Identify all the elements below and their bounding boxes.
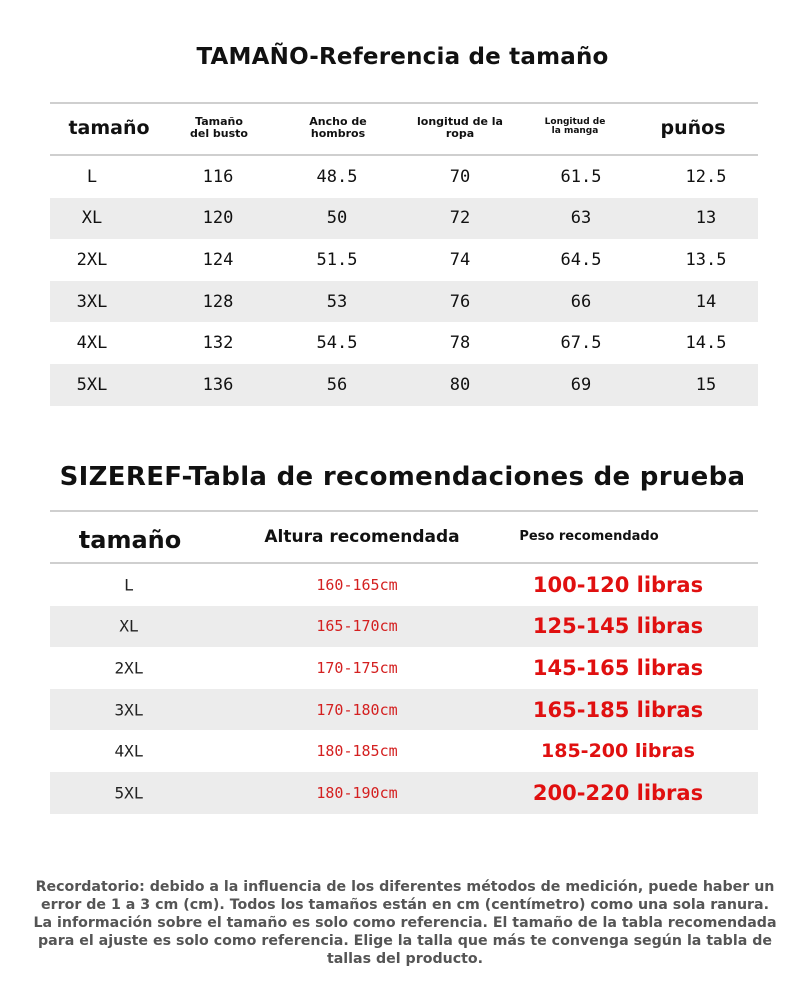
header-length: longitud de la ropa: [417, 115, 503, 140]
table-cell: 67.5: [560, 333, 602, 354]
recommend-table-body: [50, 564, 758, 814]
table-cell: 4XL: [76, 333, 108, 354]
table-header-row: [50, 104, 758, 154]
table-cell: 2XL: [76, 249, 108, 270]
table-header-row: [50, 512, 758, 562]
table-cell: 14.5: [685, 333, 727, 354]
header-size: tamaño: [68, 117, 150, 139]
table-cell: 54.5: [316, 333, 358, 354]
size-cell: 3XL: [114, 700, 144, 720]
size-cell: 2XL: [114, 658, 144, 678]
weight-cell: 185-200 libras: [541, 740, 695, 763]
weight-cell: 145-165 libras: [532, 655, 704, 680]
weight-cell: 125-145 libras: [532, 614, 704, 639]
table-cell: 12.5: [685, 166, 727, 187]
size-cell: XL: [119, 616, 139, 636]
table-row: [50, 364, 758, 406]
table-cell: 76: [449, 291, 471, 312]
size-cell: 5XL: [114, 783, 144, 803]
table-cell: 3XL: [76, 291, 108, 312]
table-cell: 13: [695, 208, 717, 229]
header-size: tamaño: [78, 526, 182, 554]
table-cell: 5XL: [76, 374, 108, 395]
header-shoulder: Ancho de hombros: [309, 115, 367, 140]
table-cell: 66: [570, 291, 592, 312]
table-cell: 69: [570, 374, 592, 395]
header-sleeve: Longitud de la manga: [544, 117, 606, 137]
table-cell: 53: [326, 291, 348, 312]
height-cell: 165-170cm: [316, 617, 398, 636]
height-cell: 180-190cm: [316, 783, 398, 802]
size-table-title: TAMAÑO-Referencia de tamaño: [196, 44, 609, 70]
table-row: [50, 322, 758, 364]
table-row: [50, 689, 758, 731]
table-cell: 14: [695, 291, 717, 312]
height-cell: 160-165cm: [316, 575, 398, 594]
table-cell: 124: [202, 249, 234, 270]
table-row: [50, 730, 758, 772]
table-cell: L: [86, 166, 98, 187]
recommend-table-title: SIZEREF-Tabla de recomendaciones de prueba: [59, 462, 746, 492]
header-weight: Peso recomendado: [519, 529, 659, 544]
table-row: [50, 606, 758, 648]
size-cell: 4XL: [114, 741, 144, 761]
table-cell: 132: [202, 333, 234, 354]
table-cell: 61.5: [560, 166, 602, 187]
table-cell: 64.5: [560, 249, 602, 270]
reminder-note: Recordatorio: debido a la influencia de los diferentes métodos de medición, puede haber un error de 1 a 3 cm (cm). Todos los tamaños están en cm (centímetro) como una sola ranura. La información sobre el tamaño es solo como referencia. El tamaño de la tabla recomendada para el ajuste es solo como referencia. Elige la talla que más te convenga según la tabla de tallas del producto.: [33, 879, 777, 967]
header-cuffs: puños: [660, 117, 726, 139]
table-row: [50, 564, 758, 606]
size-reference-table: [50, 104, 758, 406]
table-cell: 51.5: [316, 249, 358, 270]
header-height: Altura recomendada: [264, 527, 460, 547]
height-cell: 180-185cm: [316, 742, 398, 761]
table-cell: 50: [326, 208, 348, 229]
table-cell: 116: [202, 166, 234, 187]
table-cell: 56: [326, 374, 348, 395]
size-table-body: [50, 156, 758, 406]
height-cell: 170-180cm: [316, 700, 398, 719]
table-cell: 48.5: [316, 166, 358, 187]
table-cell: 78: [449, 333, 471, 354]
table-cell: 136: [202, 374, 234, 395]
weight-cell: 100-120 libras: [532, 572, 704, 597]
table-cell: XL: [81, 208, 103, 229]
recommendation-table: [50, 512, 758, 814]
height-cell: 170-175cm: [316, 658, 398, 677]
table-row: [50, 198, 758, 240]
header-bust: Tamaño del busto: [189, 115, 248, 140]
table-row: [50, 281, 758, 323]
weight-cell: 200-220 libras: [532, 780, 704, 805]
table-cell: 13.5: [685, 249, 727, 270]
table-row: [50, 647, 758, 689]
table-row: [50, 239, 758, 281]
table-cell: 63: [570, 208, 592, 229]
table-cell: 70: [449, 166, 471, 187]
size-cell: L: [124, 575, 134, 595]
table-row: [50, 156, 758, 198]
table-cell: 74: [449, 249, 471, 270]
table-cell: 80: [449, 374, 471, 395]
table-cell: 120: [202, 208, 234, 229]
table-cell: 128: [202, 291, 234, 312]
table-row: [50, 772, 758, 814]
table-cell: 72: [449, 208, 471, 229]
table-cell: 15: [695, 374, 717, 395]
weight-cell: 165-185 libras: [532, 697, 704, 722]
